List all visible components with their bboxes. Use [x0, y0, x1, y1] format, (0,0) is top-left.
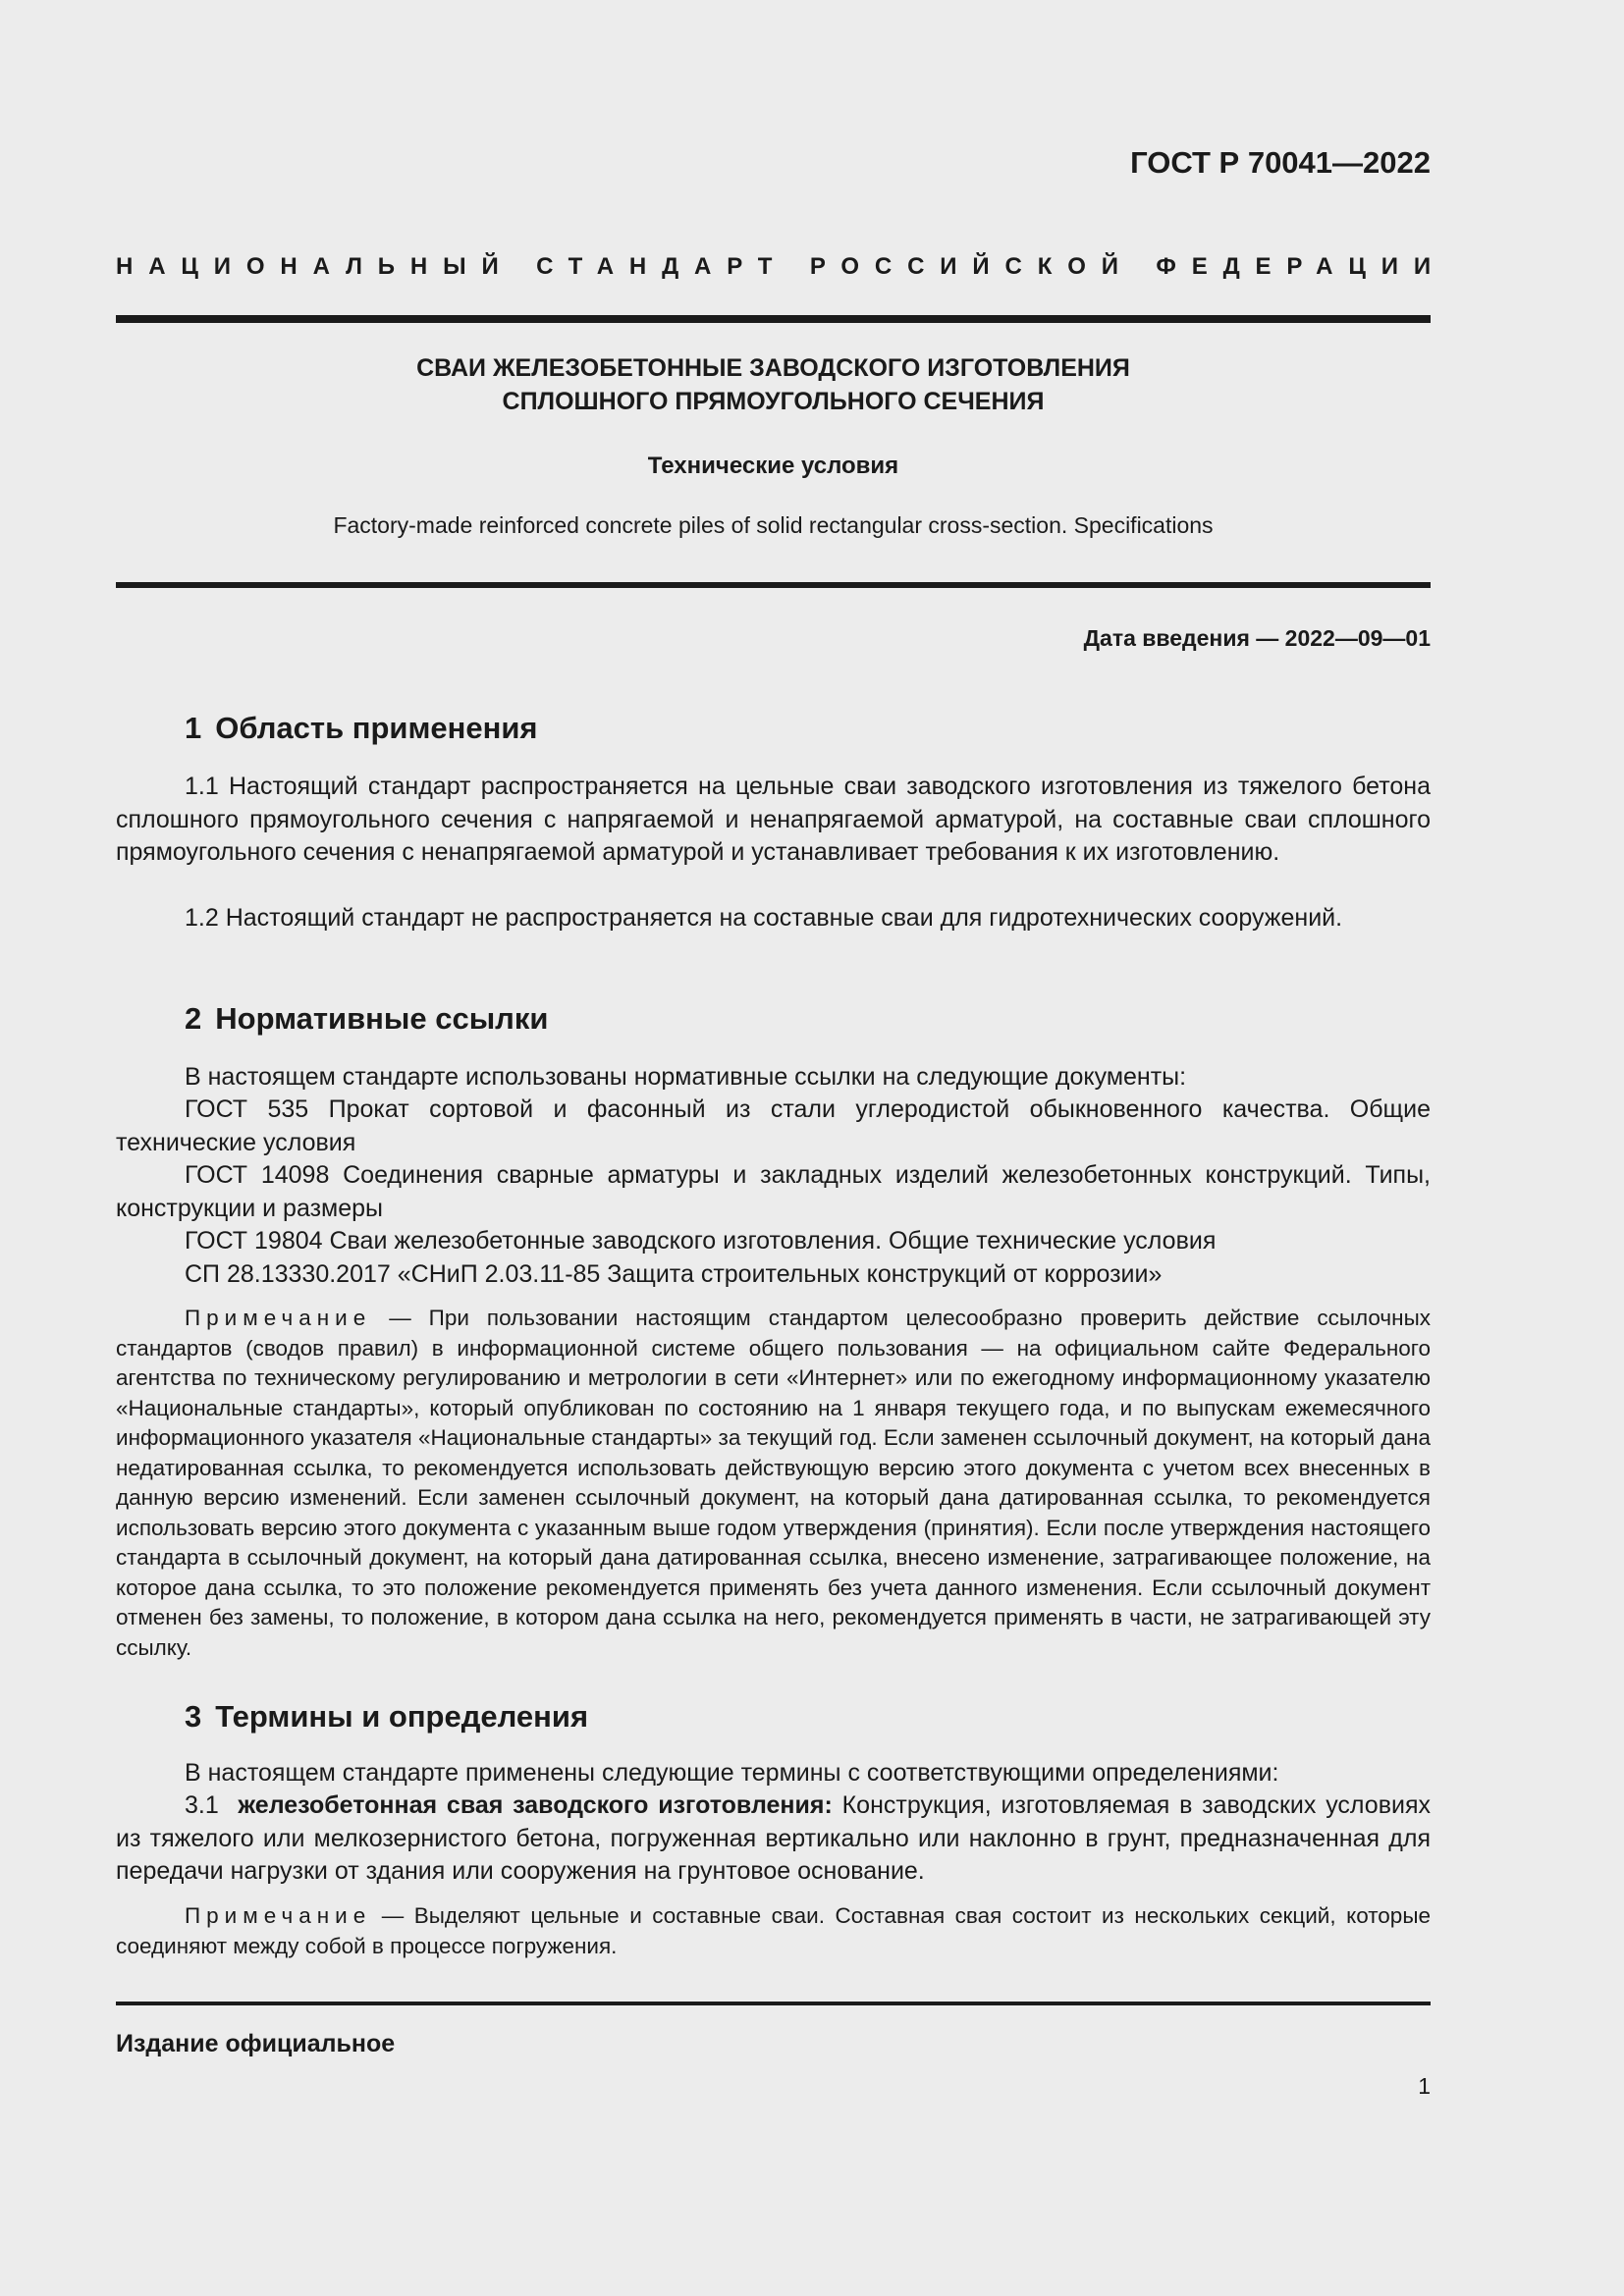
term-number: 3.1 [185, 1791, 219, 1819]
reference-item: ГОСТ 14098 Соединения сварные арматуры и закладных изделий железобетонных конструкций. Типы, конструкции и размеры [116, 1161, 1431, 1222]
section-number: 3 [185, 1699, 202, 1734]
footer-divider [116, 2002, 1431, 2005]
page-number: 1 [1418, 2073, 1431, 2099]
national-standard-banner [116, 253, 1446, 281]
section-number: 2 [185, 1001, 202, 1036]
english-title: Factory-made reinforced concrete piles of solid rectangular cross-section. Specifications [333, 512, 1214, 538]
term-definition: Конструкция, изготовляемая в заводских условиях из тяжелого или мелкозернистого бетона, погруженная вертикально или наклонно в грунт, предназначенная для передачи нагрузки от здания или сооружения на грунтовое основание. [116, 1791, 1431, 1885]
standard-number: ГОСТ Р 70041—2022 [1130, 145, 1431, 180]
note-label: Примечание [185, 1903, 372, 1928]
introduction-date: Дата введения — 2022—09—01 [1083, 625, 1431, 651]
section-title: Термины и определения [215, 1699, 589, 1734]
references-intro: В настоящем стандарте использованы нормативные ссылки на следующие документы: [185, 1063, 1187, 1091]
section-title: Нормативные ссылки [215, 1001, 549, 1036]
term-definition-3-1 [116, 1789, 1431, 1889]
section-1-heading [185, 711, 538, 746]
top-divider [116, 315, 1431, 323]
national-standard-text: НАЦИОНАЛЬНЫЙ СТАНДАРТ РОССИЙСКОЙ ФЕДЕРАЦИИ [116, 253, 1446, 280]
reference-item: СП 28.13330.2017 «СНиП 2.03.11-85 Защита строительных конструкций от коррозии» [185, 1260, 1163, 1288]
section-3-heading [185, 1699, 588, 1735]
paragraph-1-2: 1.2 Настоящий стандарт не распространяется на составные сваи для гидротехнических сооружений. [185, 904, 1343, 932]
section-2-heading [185, 1001, 548, 1037]
reference-item: ГОСТ 535 Прокат сортовой и фасонный из стали углеродистой обыкновенного качества. Общие технические условия [116, 1095, 1431, 1156]
term: железобетонная свая заводского изготовления: [238, 1791, 833, 1819]
title-divider [116, 582, 1431, 588]
document-title [116, 351, 1431, 418]
terms-intro: В настоящем стандарте применены следующие термины с соответствующими определениями: [185, 1759, 1279, 1787]
paragraph-1-1: 1.1 Настоящий стандарт распространяется на цельные сваи заводского изготовления из тяжелого бетона сплошного прямоугольного сечения с напрягаемой и ненапрягаемой арматурой, на составные сваи сплошного прямоугольного сечения с ненапрягаемой арматурой и устанавливает требования к их изготовлению. [116, 773, 1431, 866]
terms-note: Примечание — Выделяют цельные и составные сваи. Составная свая состоит из нескольких секций, которые соединяют между собой в процессе погружения. [116, 1903, 1431, 1958]
title-line-1: СВАИ ЖЕЛЕЗОБЕТОННЫЕ ЗАВОДСКОГО ИЗГОТОВЛЕНИЯ [416, 354, 1130, 382]
reference-item: ГОСТ 19804 Сваи железобетонные заводского изготовления. Общие технические условия [185, 1227, 1217, 1255]
section-number: 1 [185, 711, 202, 745]
official-edition-label: Издание официальное [116, 2030, 396, 2057]
note-label: Примечание [185, 1306, 372, 1330]
section-title: Область применения [215, 711, 538, 745]
document-subtitle: Технические условия [647, 453, 899, 479]
references-note: Примечание — При пользовании настоящим стандартом целесообразно проверить действие ссылочных стандартов (сводов правил) в информационной системе общего пользования — на официальном сайте Федерального агентства по техническому регулированию и метрологии в сети «Интернет» или по ежегодному информационному указателю «Национальные стандарты», который опубликован по состоянию на 1 января текущего года, и по выпускам ежемесячного информационного указателя «Национальные стандарты» за текущий год. Если заменен ссылочный документ, на который дана недатированная ссылка, то рекомендуется использовать действующую версию этого документа с учетом всех внесенных в данную версию изменений. Если заменен ссылочный документ, на который дана датированная ссылка, то рекомендуется использовать версию этого документа с указанным выше годом утверждения (принятия). Если после утверждения настоящего стандарта в ссылочный документ, на который дана датированная ссылка, внесено изменение, затрагивающее положение, на которое дана ссылка, то это положение рекомендуется применять без учета данного изменения. Если ссылочный документ отменен без замены, то положение, в котором дана ссылка на него, рекомендуется применять в части, не затрагивающей эту ссылку. [116, 1306, 1431, 1660]
title-line-2: СПЛОШНОГО ПРЯМОУГОЛЬНОГО СЕЧЕНИЯ [502, 388, 1045, 415]
